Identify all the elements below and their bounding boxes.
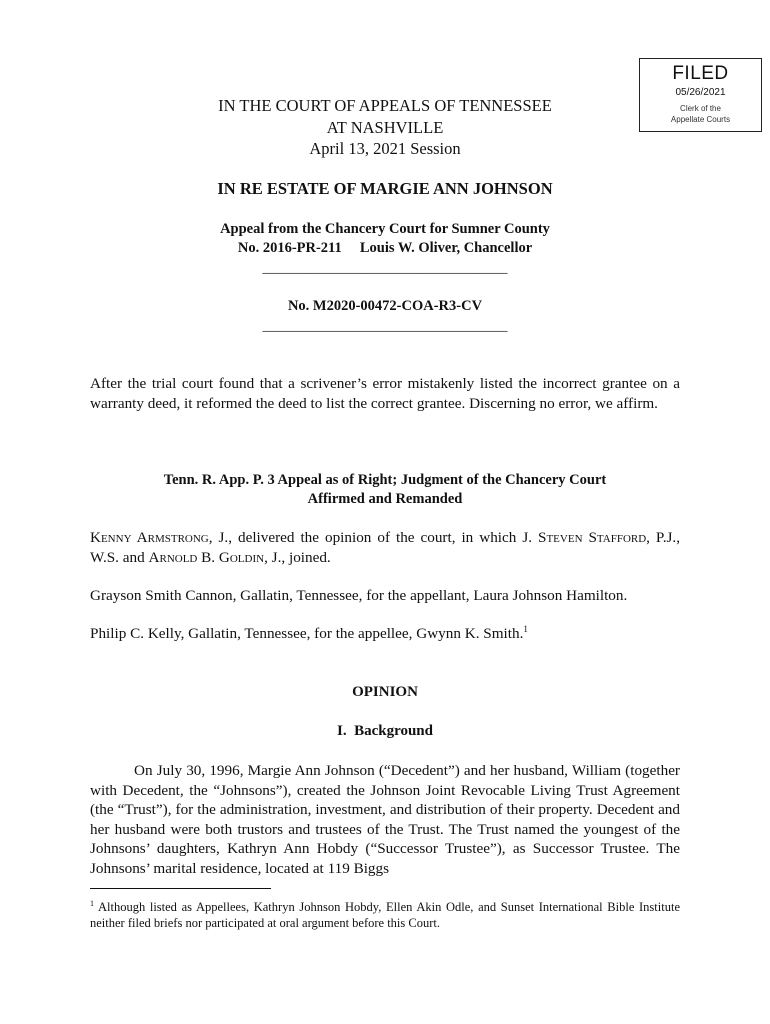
footnote-divider <box>90 888 271 889</box>
appeal-court: Appeal from the Chancery Court for Sumner County <box>220 221 550 237</box>
author-judge: Kenny Armstrong <box>90 529 209 546</box>
session-date: April 13, 2021 Session <box>309 139 461 158</box>
filed-label: FILED <box>672 63 729 84</box>
opinion-heading: OPINION <box>352 684 418 700</box>
panel-judge-3: Arnold B. Goldin <box>148 548 265 566</box>
appellee-counsel <box>90 624 680 644</box>
appeal-info <box>0 220 770 258</box>
footnote-number: 1 <box>90 898 94 908</box>
clerk-line-2: Appellate Courts <box>670 115 731 124</box>
disposition-line-1: Tenn. R. App. P. 3 Appeal as of Right; Judgment of the Chancery Court <box>163 472 607 488</box>
authorship-text-3: , J., joined. <box>264 548 331 566</box>
case-title: IN RE ESTATE OF MARGIE ANN JOHNSON <box>217 179 553 198</box>
footnote-text: Although listed as Appellees, Kathryn Johnson Hobdy, Ellen Akin Odle, and Sunset International Bible Institute neither filed briefs nor participated at oral argument before this Court. <box>90 900 680 930</box>
body-paragraph: On July 30, 1996, Margie Ann Johnson (“Decedent”) and her husband, William (together with Decedent, the “Johnsons”), created the Johnson Joint Revocable Living Trust Agreement (the “Trust”), for the administration, investment, and distribution of their property. Decedent and her husband were both trustors and trustees of the Trust. The Trust named the youngest of the Johnsons’ daughters, Kathryn Ann Hobdy (“Successor Trustee”), as Successor Trustee. The Johnsons’ marital residence, located at 119 Biggs <box>90 762 680 877</box>
court-location: AT NASHVILLE <box>326 118 444 137</box>
disposition <box>0 471 770 509</box>
filed-date: 05/26/2021 <box>675 87 726 98</box>
separator-rule-top: ___________________________________ <box>262 261 508 276</box>
disposition-line-2: Affirmed and Remanded <box>307 491 463 507</box>
case-summary: After the trial court found that a scrivener’s error mistakenly listed the incorrect grantee on a warranty deed, it reformed the deed to list the correct grantee. Discerning no error, we affirm. <box>90 375 680 412</box>
separator-rule-bottom: ___________________________________ <box>262 319 508 334</box>
clerk-line-1: Clerk of the <box>680 104 721 113</box>
appellant-counsel: Grayson Smith Cannon, Gallatin, Tennessee, for the appellant, Laura Johnson Hamilton. <box>90 587 628 604</box>
court-name: IN THE COURT OF APPEALS OF TENNESSEE <box>218 96 552 115</box>
section-heading: I. Background <box>336 723 433 739</box>
trial-docket: No. 2016-PR-211 Louis W. Oliver, Chancellor <box>237 240 533 256</box>
authorship-text-2: , P.J., W.S. and <box>90 529 680 566</box>
footnote <box>90 899 680 931</box>
appellate-docket-number: No. M2020-00472-COA-R3-CV <box>287 298 483 314</box>
footnote-reference: 1 <box>523 623 528 634</box>
court-heading <box>0 95 770 139</box>
authorship-text-1: , J., delivered the opinion of the court, in which J. <box>208 529 539 546</box>
authorship-statement <box>90 528 680 567</box>
panel-judge-2: Steven Stafford <box>538 529 647 546</box>
appellee-counsel-text: Philip C. Kelly, Gallatin, Tennessee, for the appellee, Gwynn K. Smith. <box>90 625 524 642</box>
